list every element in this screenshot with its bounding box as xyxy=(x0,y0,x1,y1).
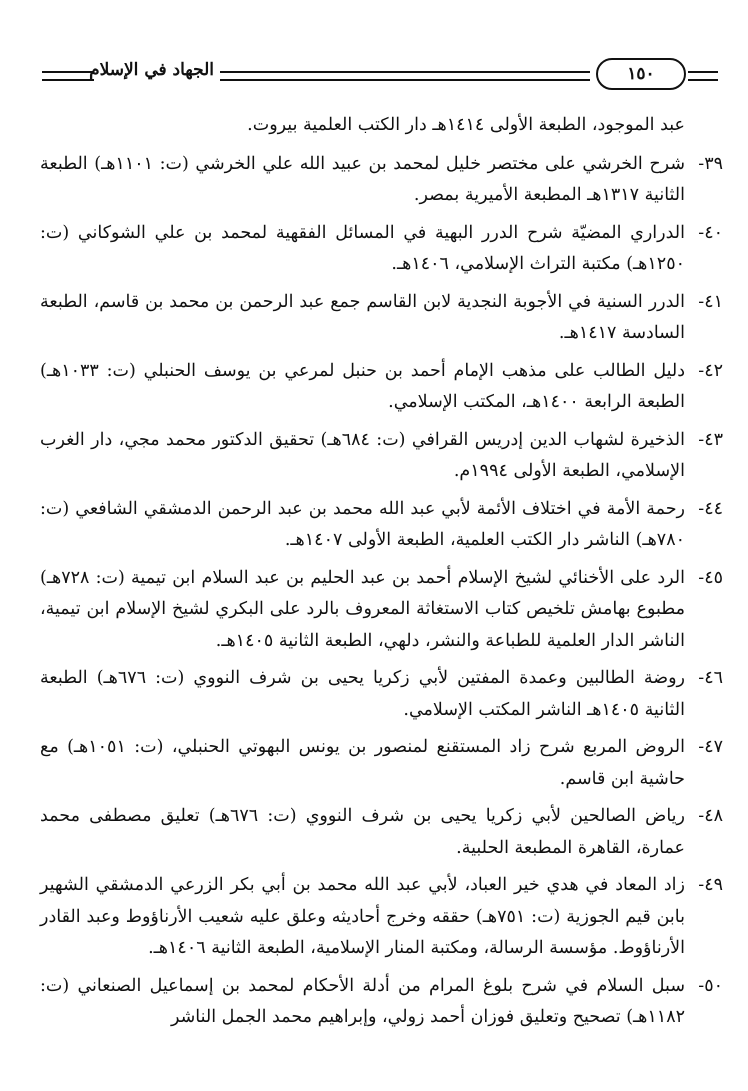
bibliography-entry xyxy=(40,287,723,350)
entry-text: الرد على الأخنائي لشيخ الإسلام أحمد بن عبد الحليم بن عبد السلام ابن تيمية (ت: ٧٢٨هـ) مطبوع بهامش تلخيص كتاب الاستغاثة المعروف بالرد على البكري لشيخ الإسلام ابن تيمية، الناشر الدار العلمية للطباعة والنشر، دلهي، الطبعة الثانية ١٤٠٥هـ. xyxy=(40,567,685,651)
running-header xyxy=(42,58,718,98)
entry-number: ٤٢- xyxy=(698,360,723,381)
header-rule-left xyxy=(42,71,94,81)
entry-number: ٤٧- xyxy=(698,737,723,757)
bibliography-entry xyxy=(40,494,723,557)
entry-text: الدرر السنية في الأجوبة النجدية لابن القاسم جمع عبد الرحمن بن محمد بن قاسم، الطبعة السادسة ١٤١٧هـ. xyxy=(40,291,685,343)
bibliography-entry xyxy=(40,356,723,419)
entry-number: ٥٠- xyxy=(698,975,723,996)
bibliography-entry xyxy=(40,425,723,488)
bibliography-entry xyxy=(40,732,723,795)
entry-text: سبل السلام في شرح بلوغ المرام من أدلة الأحكام لمحمد بن إسماعيل الصنعاني (ت: ١١٨٢هـ) تصحيح وتعليق فوزان أحمد زولي، وإبراهيم محمد الجمل الناشر xyxy=(40,975,685,1027)
entry-number: ٤٨- xyxy=(698,806,723,826)
entry-number: ٤٩- xyxy=(698,875,723,895)
entry-number: ٤١- xyxy=(698,291,723,312)
entry-number: ٤٥- xyxy=(698,567,723,588)
entry-text: شرح الخرشي على مختصر خليل لمحمد بن عبيد الله علي الخرشي (ت: ١١٠١هـ) الطبعة الثانية ١٣١٧هـ المطبعة الأميرية بمصر. xyxy=(40,153,685,205)
entry-number: ٤٠- xyxy=(698,222,723,243)
entry-text: الذخيرة لشهاب الدين إدريس القرافي (ت: ٦٨٤هـ) تحقيق الدكتور محمد مجي، دار الغرب الإسلامي، الطبعة الأولى ١٩٩٤م. xyxy=(40,429,685,481)
entry-text: رحمة الأمة في اختلاف الأئمة لأبي عبد الله محمد بن عبد الرحمن الدمشقي الشافعي (ت: ٧٨٠هـ) الناشر دار الكتب العلمية، الطبعة الأولى ١٤٠٧هـ. xyxy=(40,498,685,550)
entry-text: دليل الطالب على مذهب الإمام أحمد بن حنبل لمرعي بن يوسف الحنبلي (ت: ١٠٣٣هـ) الطبعة الرابعة ١٤٠٠هـ، المكتب الإسلامي. xyxy=(40,360,685,412)
entry-text: زاد المعاد في هدي خير العباد، لأبي عبد الله محمد بن أبي بكر الزرعي الدمشقي الشهير بابن قيم الجوزية (ت: ٧٥١هـ) حققه وخرج أحاديثه وعلق عليه شعيب الأرناؤوط وعبد القادر الأرناؤوط. مؤسسة الرسالة، ومكتبة المنار الإسلامية، الطبعة الثانية ١٤٠٦هـ. xyxy=(40,875,686,958)
header-rule-right xyxy=(688,71,718,81)
bibliography-entry xyxy=(40,663,723,726)
entry-text: الدراري المضيّة شرح الدرر البهية في المسائل الفقهية لمحمد بن علي الشوكاني (ت: ١٢٥٠هـ) مكتبة التراث الإسلامي، ١٤٠٦هـ. xyxy=(40,222,685,274)
bibliography-entry xyxy=(40,870,723,965)
entry-text: الروض المربع شرح زاد المستقنع لمنصور بن يونس البهوتي الحنبلي، (ت: ١٠٥١هـ) مع حاشية ابن قاسم. xyxy=(40,737,685,789)
entry-number: ٤٣- xyxy=(698,429,723,450)
entry-number: ٣٩- xyxy=(698,153,723,174)
running-title: الجهاد في الإسلام xyxy=(89,60,214,80)
entry-number: ٤٦- xyxy=(698,668,723,688)
entry-number: ٤٤- xyxy=(698,498,723,519)
entry-text: روضة الطالبين وعمدة المفتين لأبي زكريا يحيى بن شرف النووي (ت: ٦٧٦هـ) الطبعة الثانية ١٤٠٥هـ الناشر المكتب الإسلامي. xyxy=(40,668,686,720)
bibliography-entry xyxy=(40,149,723,212)
bibliography-entry xyxy=(40,801,723,864)
entry-text: رياض الصالحين لأبي زكريا يحيى بن شرف النووي (ت: ٦٧٦هـ) تعليق مصطفى محمد عمارة، القاهرة المطبعة الحلبية. xyxy=(40,806,685,858)
bibliography-entry xyxy=(40,971,723,1034)
bibliography-entry xyxy=(40,563,723,658)
bibliography-entry xyxy=(40,218,723,281)
entries-container xyxy=(40,149,723,1034)
continued-entry: عبد الموجود، الطبعة الأولى ١٤١٤هـ دار الكتب العلمية بيروت. xyxy=(247,115,685,135)
bibliography-list xyxy=(40,110,723,1040)
header-rule-middle xyxy=(220,71,590,81)
page-number: ١٥٠ xyxy=(596,58,686,90)
